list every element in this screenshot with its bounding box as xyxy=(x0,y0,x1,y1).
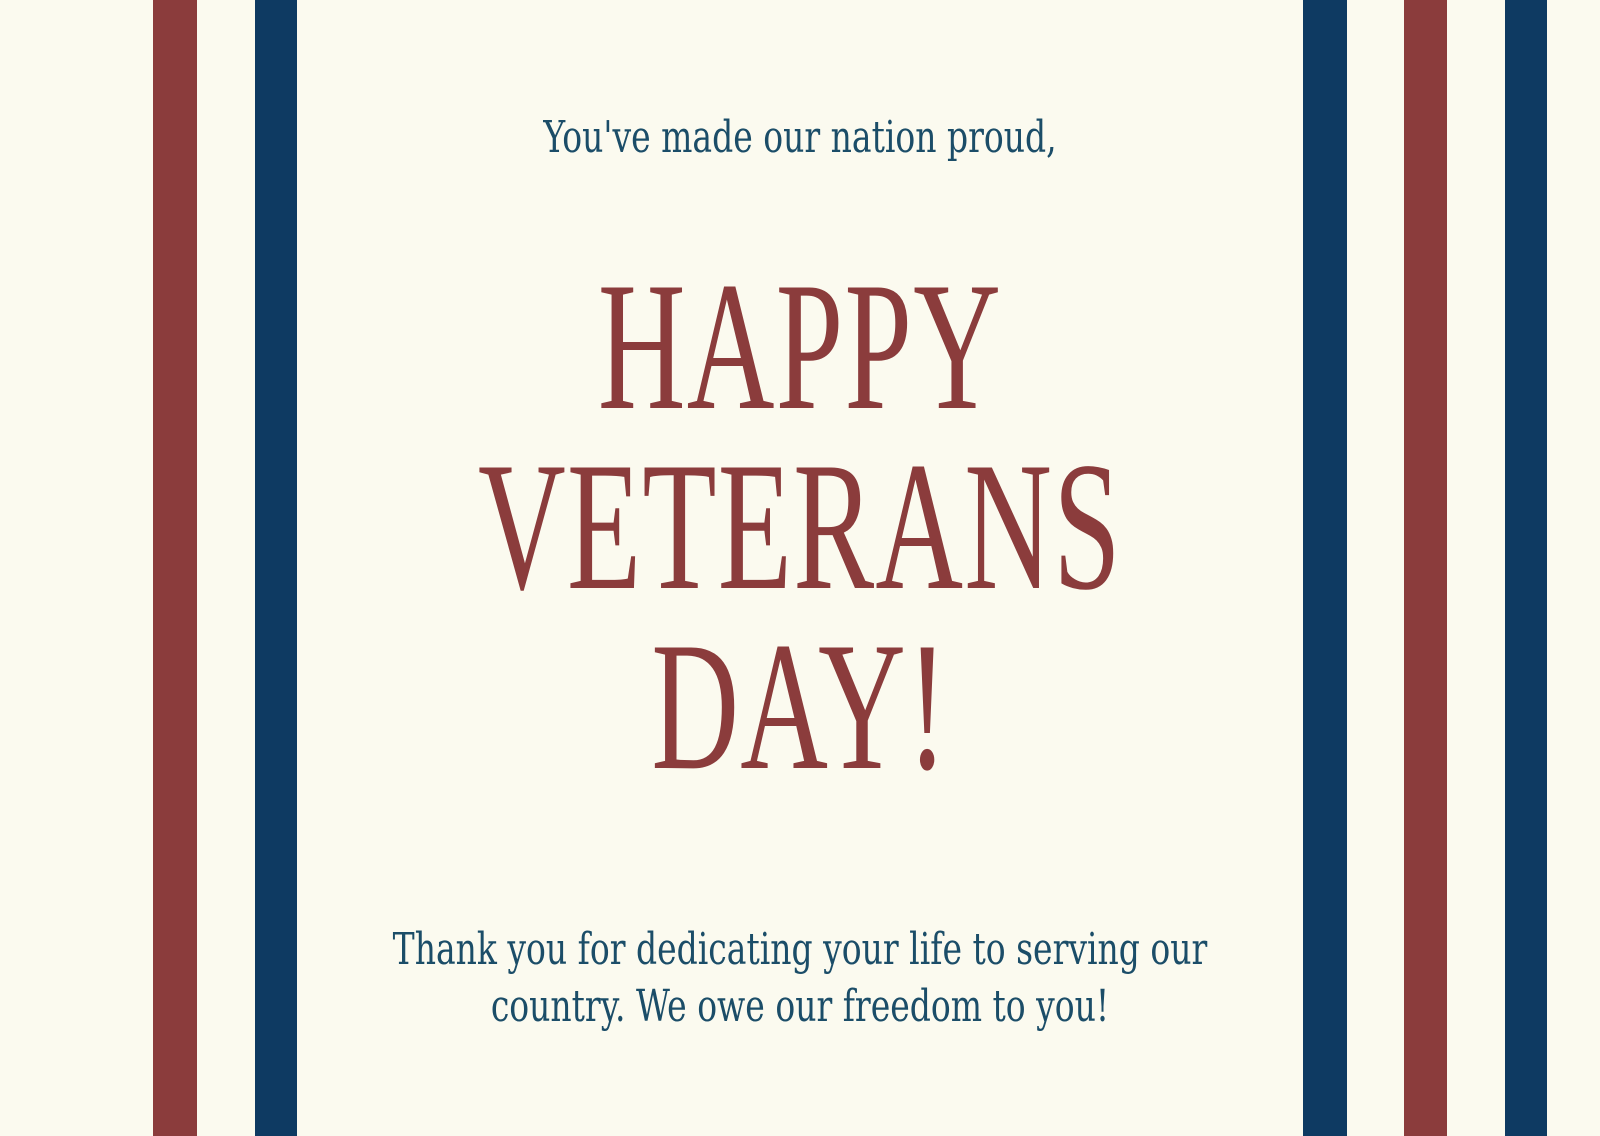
message-text xyxy=(200,921,1400,1035)
headline-line-happy: HAPPY xyxy=(597,244,1003,448)
headline xyxy=(272,244,1328,808)
headline-line-veterans: VETERANS xyxy=(478,424,1122,628)
right-maroon-stripe xyxy=(1404,0,1447,1136)
message-line-2: country. We owe our freedom to you! xyxy=(490,981,1110,1032)
headline-line-day: DAY! xyxy=(651,604,949,808)
left-maroon-stripe xyxy=(153,0,197,1136)
greeting-text: You've made our nation proud, xyxy=(543,112,1057,163)
right-outer-navy-stripe xyxy=(1505,0,1547,1136)
message-line-1: Thank you for dedicating your life to serving our xyxy=(392,924,1208,975)
